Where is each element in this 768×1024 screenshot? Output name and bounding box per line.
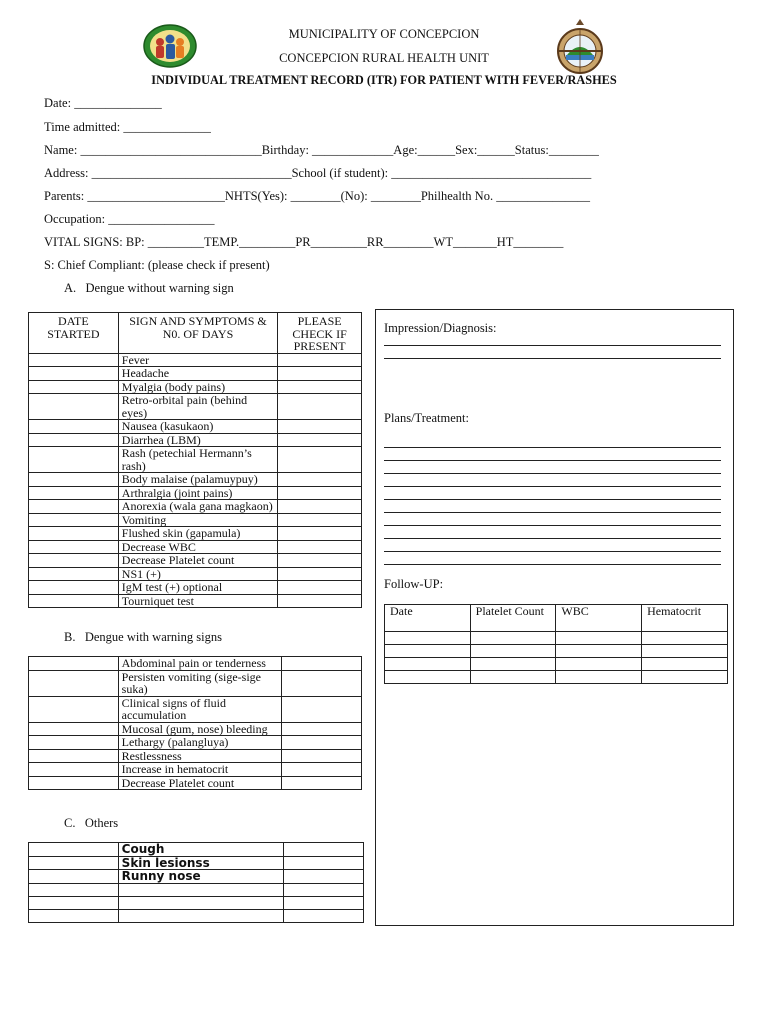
address-field[interactable]: Address: ________________________________School (if student): ________________________________	[44, 166, 592, 180]
table-row	[29, 581, 362, 595]
col-sign-symptoms: SIGN AND SYMPTOMS & N0. OF DAYS	[118, 313, 277, 354]
chief-complaint-label: S: Chief Compliant: (please check if present)	[44, 258, 270, 272]
table-row	[385, 632, 728, 645]
check-cell[interactable]	[278, 420, 362, 434]
check-cell[interactable]	[284, 870, 364, 884]
check-cell[interactable]	[278, 353, 362, 367]
table-row	[29, 473, 362, 487]
symptom-label: Rash (petechial Hermann’s rash)	[118, 447, 277, 473]
symptom-label: Cough	[118, 843, 284, 857]
plans-line[interactable]	[384, 525, 721, 526]
table-row	[385, 671, 728, 684]
plans-line[interactable]	[384, 473, 721, 474]
symptom-label: Decrease WBC	[118, 540, 277, 554]
check-cell[interactable]	[278, 433, 362, 447]
symptom-label: Decrease Platelet count	[118, 554, 277, 568]
table-row	[29, 870, 364, 884]
date-cell[interactable]	[29, 367, 119, 381]
symptom-label: Myalgia (body pains)	[118, 380, 277, 394]
plans-label: Plans/Treatment:	[384, 411, 469, 425]
date-cell[interactable]	[29, 670, 119, 696]
symptom-label: Body malaise (palamuypuy)	[118, 473, 277, 487]
plans-line[interactable]	[384, 512, 721, 513]
fu-col-platelet: Platelet Count	[470, 605, 556, 632]
date-cell[interactable]	[29, 554, 119, 568]
date-cell[interactable]	[29, 581, 119, 595]
fu-col-wbc: WBC	[556, 605, 642, 632]
table-row	[385, 645, 728, 658]
table-row	[385, 658, 728, 671]
table-row	[29, 513, 362, 527]
table-row	[29, 736, 362, 750]
name-field[interactable]: Name: _____________________________Birthday: _____________Age:______Sex:______Status:________	[44, 143, 599, 157]
date-cell[interactable]	[29, 527, 119, 541]
municipality-name: MUNICIPALITY OF CONCEPCION	[288, 27, 480, 41]
date-cell[interactable]	[29, 722, 119, 736]
table-row	[29, 749, 362, 763]
check-cell[interactable]	[284, 909, 364, 922]
symptom-label: Retro-orbital pain (behind eyes)	[118, 394, 277, 420]
check-cell[interactable]	[278, 473, 362, 487]
date-cell[interactable]	[29, 394, 119, 420]
check-cell[interactable]	[278, 567, 362, 581]
time-admitted-field[interactable]: Time admitted: ______________	[44, 120, 211, 134]
plans-line[interactable]	[384, 499, 721, 500]
symptom-label: Decrease Platelet count	[118, 776, 282, 790]
check-cell[interactable]	[282, 776, 362, 790]
section-c-label: C. Others	[64, 816, 119, 830]
table-row	[29, 856, 364, 870]
symptom-label: Vomiting	[118, 513, 277, 527]
plans-line[interactable]	[384, 564, 721, 565]
date-cell[interactable]	[29, 763, 119, 777]
symptom-label	[118, 896, 284, 909]
followup-header-row	[385, 605, 728, 632]
symptom-label: Diarrhea (LBM)	[118, 433, 277, 447]
symptom-label: Tourniquet test	[118, 594, 277, 608]
date-cell[interactable]	[29, 749, 119, 763]
table-row	[29, 367, 362, 381]
date-field[interactable]: Date: ______________	[44, 96, 162, 110]
symptom-label: Nausea (kasukaon)	[118, 420, 277, 434]
fu-col-date: Date	[385, 605, 471, 632]
symptom-label: Anorexia (wala gana magkaon)	[118, 500, 277, 514]
date-cell[interactable]	[29, 896, 119, 909]
plans-line[interactable]	[384, 538, 721, 539]
table-row	[29, 776, 362, 790]
symptom-label: Persisten vomiting (sige-sige suka)	[118, 670, 282, 696]
check-cell[interactable]	[282, 670, 362, 696]
vital-signs-field[interactable]: VITAL SIGNS: BP: _________TEMP._________PR_________RR________WT_______HT________	[44, 235, 564, 249]
table-row	[29, 909, 364, 922]
table-header-row	[29, 313, 362, 354]
table-row	[29, 594, 362, 608]
section-b-table	[28, 656, 362, 790]
date-cell[interactable]	[29, 567, 119, 581]
table-row	[29, 696, 362, 722]
plans-line[interactable]	[384, 447, 721, 448]
check-cell[interactable]	[278, 527, 362, 541]
check-cell[interactable]	[282, 657, 362, 671]
symptom-label: Restlessness	[118, 749, 282, 763]
check-cell[interactable]	[278, 394, 362, 420]
table-row	[29, 896, 364, 909]
date-cell[interactable]	[29, 856, 119, 870]
parents-field[interactable]: Parents: ______________________NHTS(Yes): ________(No): ________Philhealth No. _______________	[44, 189, 590, 203]
symptom-label	[118, 883, 284, 896]
occupation-field[interactable]: Occupation: _________________	[44, 212, 215, 226]
date-cell[interactable]	[29, 540, 119, 554]
table-row	[29, 670, 362, 696]
date-cell[interactable]	[29, 657, 119, 671]
date-cell[interactable]	[29, 447, 119, 473]
plans-line[interactable]	[384, 460, 721, 461]
check-cell[interactable]	[278, 447, 362, 473]
table-row	[29, 500, 362, 514]
date-cell[interactable]	[29, 843, 119, 857]
table-row	[29, 883, 364, 896]
followup-table	[384, 604, 728, 684]
check-cell[interactable]	[278, 594, 362, 608]
table-row	[29, 353, 362, 367]
symptom-label: Fever	[118, 353, 277, 367]
table-row	[29, 420, 362, 434]
date-cell[interactable]	[29, 500, 119, 514]
table-row	[29, 527, 362, 541]
date-cell[interactable]	[29, 594, 119, 608]
table-row	[29, 567, 362, 581]
col-check-present: PLEASE CHECK IF PRESENT	[278, 313, 362, 354]
check-cell[interactable]	[284, 883, 364, 896]
check-cell[interactable]	[282, 696, 362, 722]
check-cell[interactable]	[284, 896, 364, 909]
check-cell[interactable]	[278, 500, 362, 514]
table-row	[29, 433, 362, 447]
impression-label: Impression/Diagnosis:	[384, 321, 497, 335]
date-cell[interactable]	[29, 776, 119, 790]
date-cell[interactable]	[29, 420, 119, 434]
check-cell[interactable]	[278, 367, 362, 381]
check-cell[interactable]	[284, 843, 364, 857]
symptom-label: Clinical signs of fluid accumulation	[118, 696, 282, 722]
table-row	[29, 447, 362, 473]
followup-label: Follow-UP:	[384, 577, 444, 591]
date-cell[interactable]	[29, 486, 119, 500]
date-cell[interactable]	[29, 380, 119, 394]
section-b-label: B. Dengue with warning signs	[64, 630, 222, 644]
check-cell[interactable]	[278, 380, 362, 394]
date-cell[interactable]	[29, 870, 119, 884]
date-cell[interactable]	[29, 909, 119, 922]
check-cell[interactable]	[282, 736, 362, 750]
section-a-label: A. Dengue without warning sign	[64, 281, 234, 295]
check-cell[interactable]	[282, 722, 362, 736]
symptom-label: Runny nose	[118, 870, 284, 884]
table-row	[29, 843, 364, 857]
impression-line[interactable]	[384, 358, 721, 359]
symptom-label: Flushed skin (gapamula)	[118, 527, 277, 541]
table-row	[29, 486, 362, 500]
symptom-label: Arthralgia (joint pains)	[118, 486, 277, 500]
date-cell[interactable]	[29, 696, 119, 722]
plans-line[interactable]	[384, 486, 721, 487]
check-cell[interactable]	[282, 763, 362, 777]
symptom-label: NS1 (+)	[118, 567, 277, 581]
symptom-label: Increase in hematocrit	[118, 763, 282, 777]
date-cell[interactable]	[29, 473, 119, 487]
check-cell[interactable]	[278, 513, 362, 527]
date-cell[interactable]	[29, 513, 119, 527]
table-row	[29, 380, 362, 394]
symptom-label: Skin lesionss	[118, 856, 284, 870]
section-c-table	[28, 842, 364, 923]
check-cell[interactable]	[278, 540, 362, 554]
fu-col-hematocrit: Hematocrit	[642, 605, 728, 632]
check-cell[interactable]	[278, 581, 362, 595]
check-cell[interactable]	[278, 554, 362, 568]
plans-line[interactable]	[384, 551, 721, 552]
date-cell[interactable]	[29, 433, 119, 447]
impression-line[interactable]	[384, 345, 721, 346]
table-row	[29, 657, 362, 671]
symptom-label	[118, 909, 284, 922]
table-row	[29, 540, 362, 554]
date-cell[interactable]	[29, 883, 119, 896]
table-row	[29, 554, 362, 568]
symptom-label: Headache	[118, 367, 277, 381]
table-row	[29, 722, 362, 736]
check-cell[interactable]	[278, 486, 362, 500]
symptom-label: IgM test (+) optional	[118, 581, 277, 595]
form-title: INDIVIDUAL TREATMENT RECORD (ITR) FOR PATIENT WITH FEVER/RASHES	[151, 73, 617, 87]
table-row	[29, 394, 362, 420]
date-cell[interactable]	[29, 736, 119, 750]
table-row	[29, 763, 362, 777]
check-cell[interactable]	[282, 749, 362, 763]
check-cell[interactable]	[284, 856, 364, 870]
date-cell[interactable]	[29, 353, 119, 367]
health-unit-name: CONCEPCION RURAL HEALTH UNIT	[279, 51, 489, 65]
col-date-started: DATE STARTED	[29, 313, 119, 354]
symptom-label: Abdominal pain or tenderness	[118, 657, 282, 671]
symptom-label: Mucosal (gum, nose) bleeding	[118, 722, 282, 736]
section-a-table	[28, 312, 362, 608]
symptom-label: Lethargy (palangluya)	[118, 736, 282, 750]
